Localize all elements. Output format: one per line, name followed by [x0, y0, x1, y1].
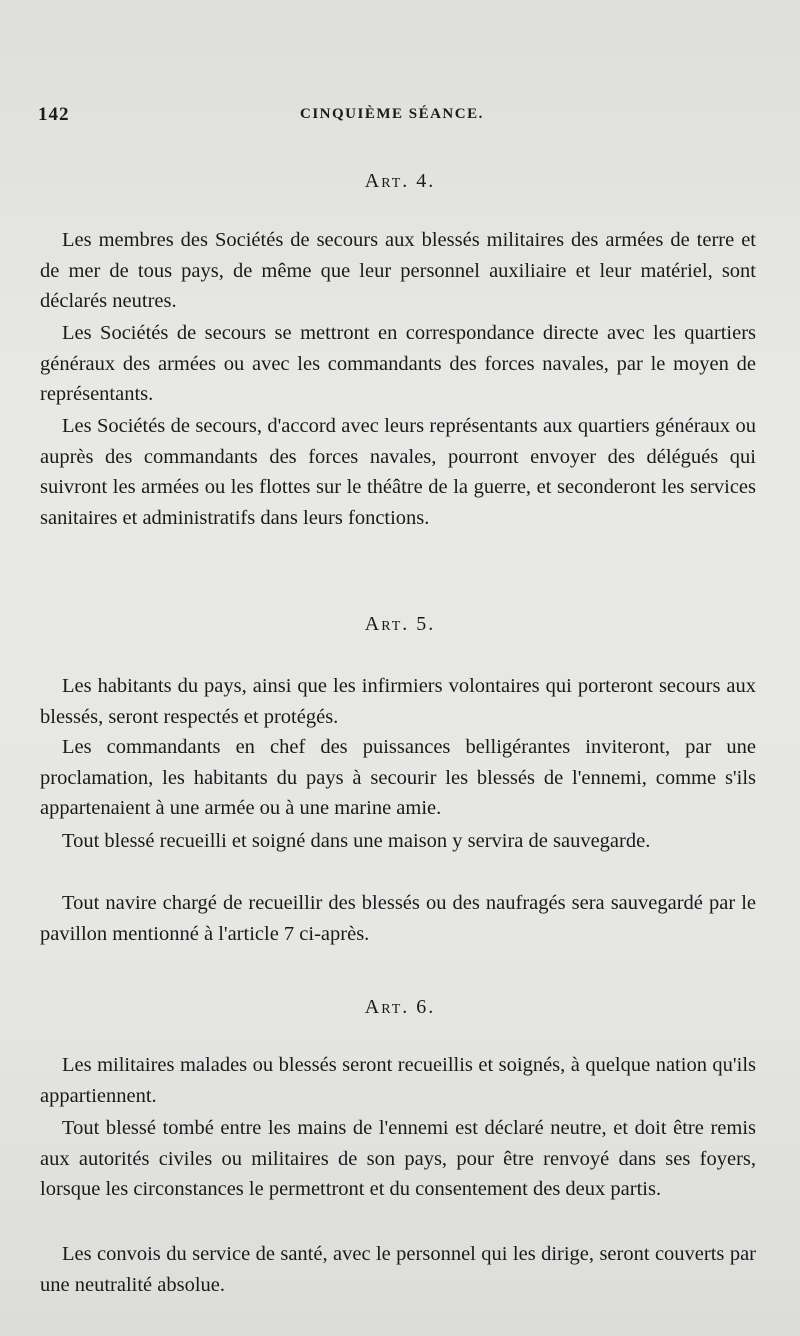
article-5-paragraph-1: Les habitants du pays, ainsi que les infirmiers volontaires qui porteront secours aux blessés, seront respectés et protégés. [40, 675, 756, 728]
running-title: CINQUIÈME SÉANCE. [300, 106, 484, 122]
article-5-paragraph-4: Tout navire chargé de recueillir des blessés ou des naufragés sera sauvegardé par le pavillon mentionné à l'article 7 ci-après. [40, 892, 756, 945]
article-5-heading: Art. 5. [364, 613, 436, 635]
article-6-heading: Art. 6. [364, 996, 436, 1018]
article-6-paragraph-2: Tout blessé tombé entre les mains de l'ennemi est déclaré neutre, et doit être remis aux autorités civiles ou militaires de son pays, pour être renvoyé dans ses foyers, lorsque les circonstances le permettront et du consentement des deux partis. [40, 1117, 756, 1200]
article-4-paragraph-2: Les Sociétés de secours se mettront en correspondance directe avec les quartiers généraux des armées ou avec les commandants des forces navales, par le moyen de représentants. [40, 322, 756, 405]
article-4-paragraph-1: Les membres des Sociétés de secours aux blessés militaires des armées de terre et de mer de tous pays, de même que leur personnel auxiliaire et leur matériel, sont déclarés neutres. [40, 229, 756, 312]
article-4-heading: Art. 4. [364, 170, 436, 192]
article-5-paragraph-3: Tout blessé recueilli et soigné dans une maison y servira de sauvegarde. [62, 830, 651, 852]
article-5-paragraph-2: Les commandants en chef des puissances belligérantes inviteront, par une proclamation, les habitants du pays à secourir les blessés de l'ennemi, comme s'ils appartenaient à une armée ou à une marine amie. [40, 736, 756, 819]
article-6-paragraph-3: Les convois du service de santé, avec le personnel qui les dirige, seront couverts par une neutralité absolue. [40, 1243, 756, 1296]
running-head [38, 104, 758, 132]
article-6-paragraph-1: Les militaires malades ou blessés seront recueillis et soignés, à quelque nation qu'ils appartiennent. [40, 1054, 756, 1107]
page-number: 142 [38, 104, 70, 125]
article-4-paragraph-3: Les Sociétés de secours, d'accord avec leurs représentants aux quartiers généraux ou auprès des commandants des forces navales, pourront envoyer des délégués qui suivront les armées ou les flottes sur le théâtre de la guerre, et seconderont les services sanitaires et administratifs dans leurs fonctions. [40, 415, 756, 529]
